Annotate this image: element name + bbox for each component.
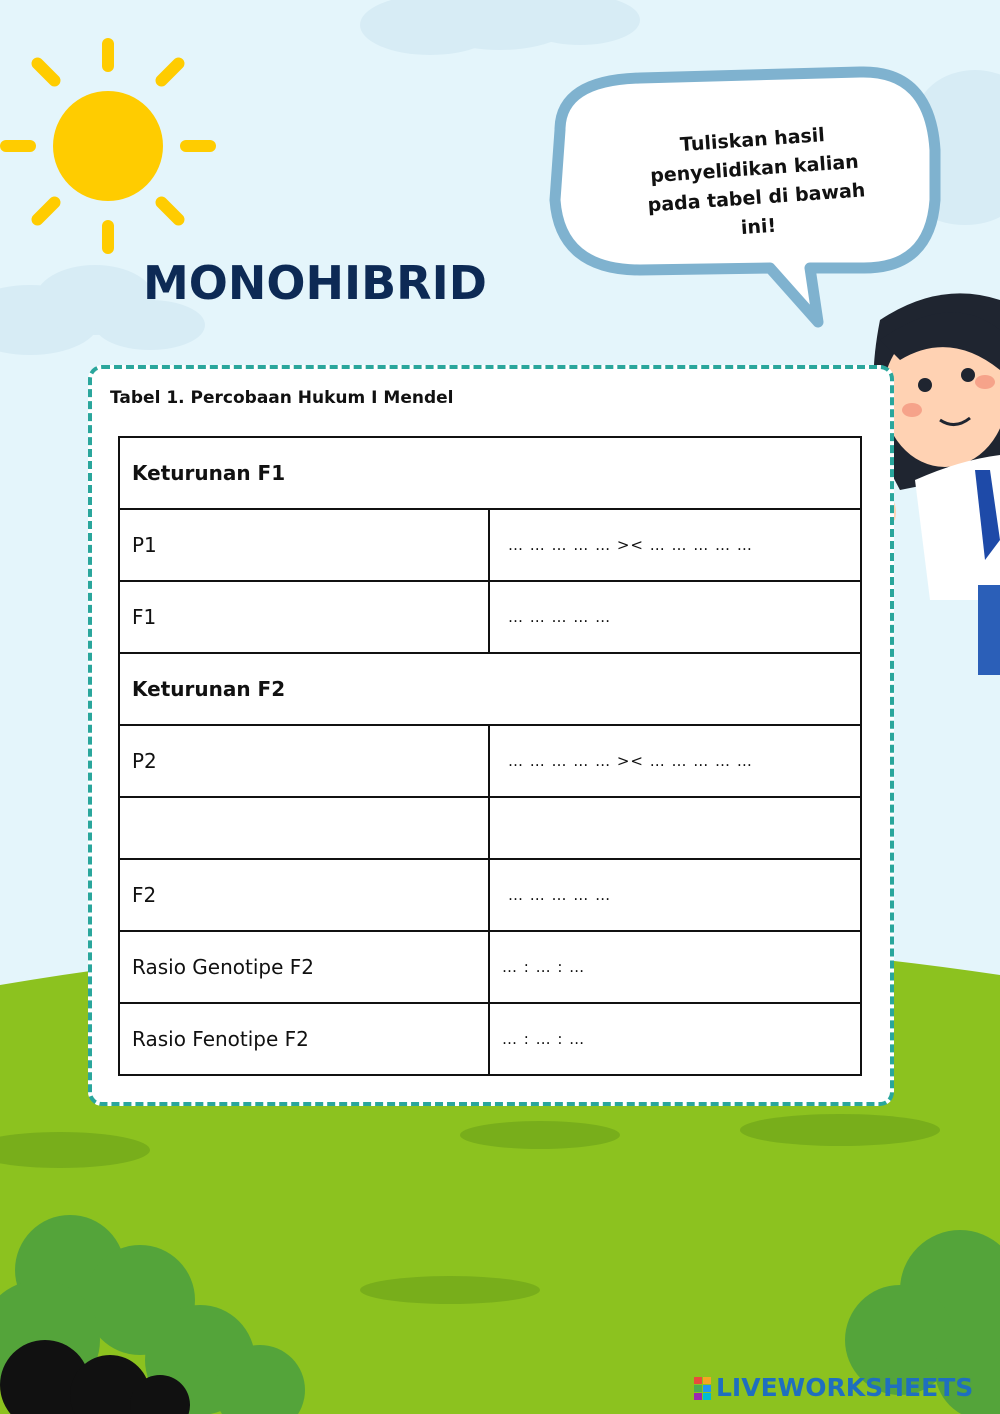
f1-label: F1 — [119, 581, 489, 653]
table-row — [119, 653, 861, 725]
mendel-table — [118, 436, 862, 1076]
genotype-ratio-label: Rasio Genotipe F2 — [119, 931, 489, 1003]
table-row — [119, 509, 861, 581]
page-title: MONOHIBRID — [143, 256, 487, 310]
table-row — [119, 1003, 861, 1075]
phenotype-ratio-field[interactable]: … : … : … — [489, 1003, 861, 1075]
table-row — [119, 859, 861, 931]
liveworksheets-badge-icon — [694, 1377, 712, 1401]
p1-answer-field[interactable]: … … … … … >< … … … … … — [489, 509, 861, 581]
table-row — [119, 797, 861, 859]
f2-answer-field[interactable]: … … … … … — [489, 859, 861, 931]
liveworksheets-logo — [694, 1373, 973, 1402]
p2-label: P2 — [119, 725, 489, 797]
p2-answer-field[interactable]: … … … … … >< … … … … … — [489, 725, 861, 797]
table-row — [119, 581, 861, 653]
phenotype-ratio-label: Rasio Fenotipe F2 — [119, 1003, 489, 1075]
section-header-f1: Keturunan F1 — [119, 437, 861, 509]
f1-answer-field[interactable]: … … … … … — [489, 581, 861, 653]
liveworksheets-wordmark: LIVEWORKSHEETS — [716, 1373, 974, 1402]
section-header-f2: Keturunan F2 — [119, 653, 861, 725]
f2-label: F2 — [119, 859, 489, 931]
speech-bubble-text: Tuliskan hasil penyelidikan kalian pada tabel di bawah ini! — [646, 124, 866, 240]
cloud-top — [360, 0, 640, 55]
blank-answer-field[interactable] — [489, 797, 861, 859]
genotype-ratio-field[interactable]: … : … : … — [489, 931, 861, 1003]
sun-icon — [0, 38, 216, 254]
table-row — [119, 437, 861, 509]
table-row — [119, 931, 861, 1003]
table-row — [119, 725, 861, 797]
p1-label: P1 — [119, 509, 489, 581]
blank-cell — [119, 797, 489, 859]
table-caption: Tabel 1. Percobaan Hukum I Mendel — [110, 388, 454, 408]
